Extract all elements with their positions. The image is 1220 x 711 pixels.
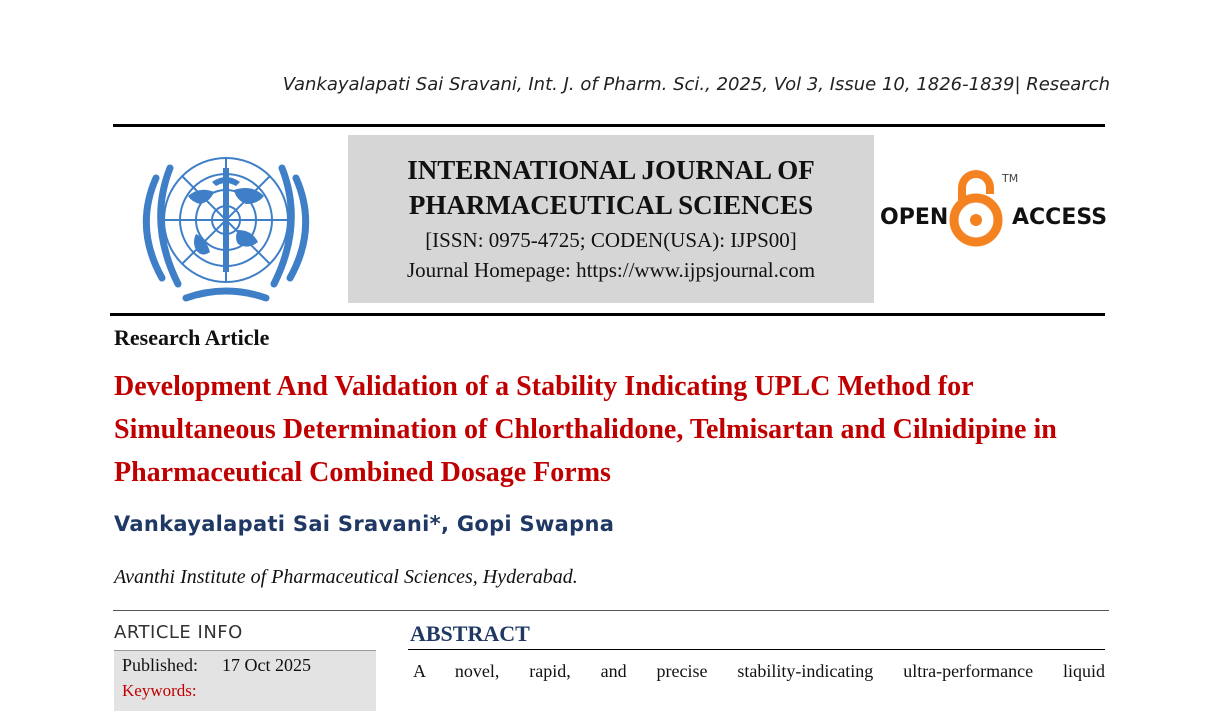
article-type: Research Article — [114, 325, 270, 350]
article-info-heading: ARTICLE INFO — [114, 622, 243, 643]
journal-homepage: Journal Homepage: https://www.ijpsjournal.com — [406, 258, 816, 282]
published-label: Published: — [122, 655, 199, 675]
article-title: Development And Validation of a Stability Indicating UPLC Method for Simultaneous Determination of Chlorthalidone, Telmisartan and Cilnidipine in Pharmaceutical Combined Dosage Forms — [114, 371, 1057, 488]
abstract-rule — [408, 649, 1105, 650]
open-word: OPEN — [880, 205, 949, 230]
journal-masthead — [348, 135, 874, 303]
abstract-heading: ABSTRACT — [410, 621, 530, 646]
article-authors: Vankayalapati Sai Sravani*, Gopi Swapna — [114, 512, 615, 536]
article-info-box — [114, 650, 376, 711]
open-lock-icon — [954, 174, 998, 242]
section-divider — [113, 610, 1109, 611]
published-row — [122, 655, 311, 676]
top-rule — [113, 124, 1105, 127]
journal-name-line2: PHARMACEUTICAL SCIENCES — [408, 190, 814, 220]
masthead-bottom-rule — [110, 313, 1105, 316]
running-head: Vankayalapati Sai Sravani, Int. J. of Pharm. Sci., 2025, Vol 3, Issue 10, 1826-1839| Research — [282, 74, 1110, 95]
journal-name — [348, 153, 874, 223]
trademark-label: TM — [1002, 172, 1019, 185]
keywords-label: Keywords: — [122, 681, 197, 700]
journal-name-line1: INTERNATIONAL JOURNAL OF — [407, 155, 815, 185]
journal-emblem-icon — [126, 138, 326, 308]
journal-issn: [ISSN: 0975-4725; CODEN(USA): IJPS00] — [425, 228, 797, 252]
author-affiliation: Avanthi Institute of Pharmaceutical Sciences, Hyderabad. — [114, 566, 578, 588]
abstract-text: A novel, rapid, and precise stability-indicating ultra-performance liquid — [413, 661, 1105, 681]
published-date: 17 Oct 2025 — [222, 655, 311, 675]
open-access-logo — [878, 166, 1110, 256]
access-word: ACCESS — [1012, 205, 1108, 230]
